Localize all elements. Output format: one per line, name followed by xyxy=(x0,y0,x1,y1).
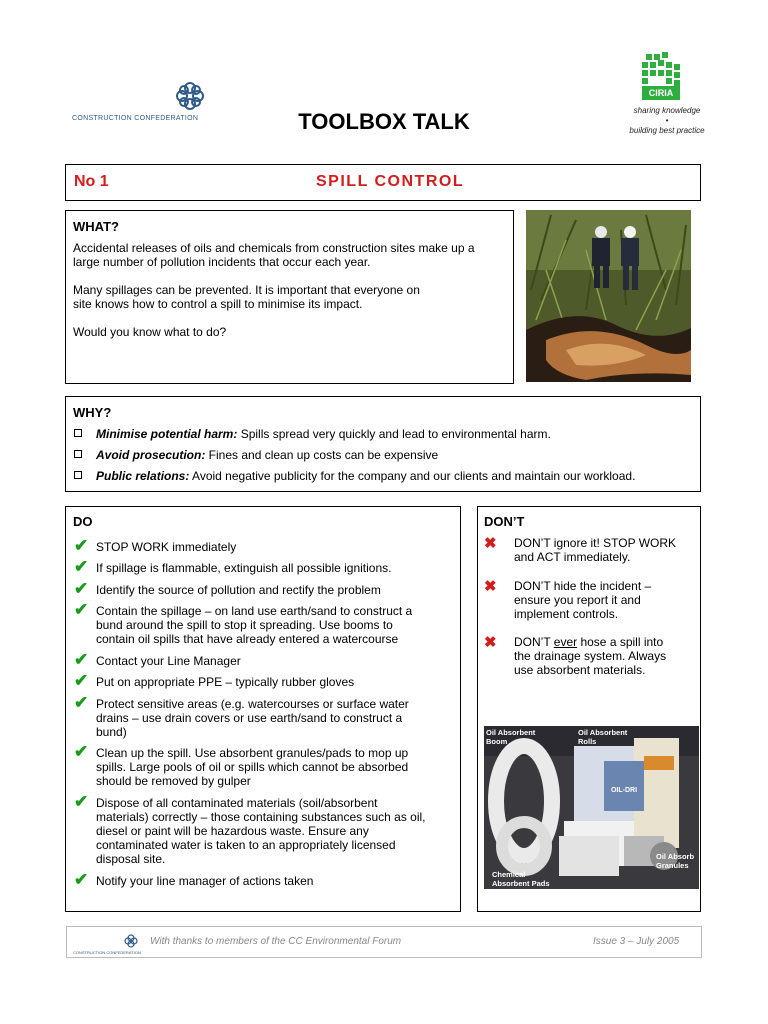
checkmark-icon: ✔ xyxy=(74,792,89,811)
checkmark-icon: ✔ xyxy=(74,536,89,555)
do-item-line: contaminated water is taken to an appropriately licensed xyxy=(96,838,396,852)
label-oil-absorbent-boom xyxy=(486,728,535,746)
checkmark-icon: ✔ xyxy=(74,870,89,889)
what-paragraph-3: Would you know what to do? xyxy=(73,325,227,339)
ciria-tagline-line-2: building best practice xyxy=(629,126,705,135)
dont-item-line: DON’T ignore it! STOP WORK xyxy=(514,536,677,550)
what-para2-line1: Many spillages can be prevented. It is important that everyone on xyxy=(73,283,420,297)
do-item-line: diesel or paint will be hazardous waste. Ensure any xyxy=(96,824,369,838)
what-paragraph-1 xyxy=(73,241,475,269)
do-item-line: materials) correctly – those containing substances such as oil, xyxy=(96,810,426,824)
dont-item-emphasis: ever xyxy=(553,635,578,649)
do-item-line: STOP WORK immediately xyxy=(96,540,237,554)
do-item-line: Identify the source of pollution and rectify the problem xyxy=(96,583,381,597)
cross-icon: ✖ xyxy=(484,535,497,552)
footer-thanks: With thanks to members of the CC Environmental Forum xyxy=(150,936,402,947)
dont-item-line: ensure you report it and xyxy=(514,593,641,607)
do-item-line: contain oil spills that have already entered a watercourse xyxy=(96,632,399,646)
ciria-tagline xyxy=(612,106,722,136)
why-item-label: Public relations: xyxy=(96,469,190,483)
do-item-line: Contact your Line Manager xyxy=(96,654,241,668)
why-item-public-relations xyxy=(74,469,635,483)
ciria-tagline-line-1: sharing knowledge xyxy=(633,106,701,115)
checkmark-icon: ✔ xyxy=(74,557,89,576)
label-chemical-absorbent-pads xyxy=(492,870,550,888)
why-item-label: Avoid prosecution: xyxy=(96,448,206,462)
why-item-text: Avoid negative publicity for the company and our clients and maintain our workload. xyxy=(189,469,636,483)
ciria-logo-text: CIRIA xyxy=(648,88,674,98)
dont-heading: DON’T xyxy=(484,514,525,529)
checkmark-icon: ✔ xyxy=(74,693,89,712)
label-oil-absorbent-rolls xyxy=(578,728,627,746)
why-item-text: Fines and clean up costs can be expensive xyxy=(205,448,439,462)
talk-number: No 1 xyxy=(74,173,109,190)
do-item-line: If spillage is flammable, extinguish all possible ignitions. xyxy=(96,561,392,575)
talk-topic: SPILL CONTROL xyxy=(316,173,465,190)
footer-issue: Issue 3 – July 2005 xyxy=(593,936,680,947)
spill-site-photo xyxy=(526,210,691,382)
ciria-tagline-dot: • xyxy=(665,116,669,125)
label-line: Granules xyxy=(656,861,689,870)
what-para1-line1: Accidental releases of oils and chemicals from construction sites make up a xyxy=(73,241,475,255)
why-item-avoid-prosecution xyxy=(74,448,438,462)
label-line: Oil Absorbent xyxy=(486,728,536,737)
what-para1-line2: large number of pollution incidents that occur each year. xyxy=(73,255,371,269)
absorbent-products-photo xyxy=(484,726,699,889)
oil-dri-bag-text: OIL-DRI xyxy=(610,787,638,794)
page-title: TOOLBOX TALK xyxy=(298,109,470,134)
do-item-line: Protect sensitive areas (e.g. watercourses or surface water xyxy=(96,697,409,711)
do-item-line: should be removed by gulper xyxy=(96,774,251,788)
checkmark-icon: ✔ xyxy=(74,742,89,761)
why-item-minimise-harm xyxy=(74,427,551,441)
bullet-icon xyxy=(74,450,82,458)
dont-item-line: and ACT immediately. xyxy=(514,550,631,564)
checkmark-icon: ✔ xyxy=(74,579,89,598)
checkmark-icon: ✔ xyxy=(74,650,89,669)
what-paragraph-2 xyxy=(73,283,420,311)
do-item-line: spills. Large pools of oil or spills which cannot be absorbed xyxy=(96,760,409,774)
do-item-line: disposal site. xyxy=(96,852,166,866)
dont-item-line: the drainage system. Always xyxy=(514,649,667,663)
do-item-line: Clean up the spill. Use absorbent granules/pads to mop up xyxy=(96,746,409,760)
why-item-label: Minimise potential harm: xyxy=(96,427,238,441)
checkmark-icon: ✔ xyxy=(74,600,89,619)
do-heading: DO xyxy=(73,514,93,529)
bullet-icon xyxy=(74,429,82,437)
label-line: Oil Absorbent xyxy=(578,728,628,737)
footer-cc-logo xyxy=(73,933,143,957)
dont-item-text: DON’T xyxy=(514,635,554,649)
why-heading: WHY? xyxy=(73,405,112,420)
do-item-line: Put on appropriate PPE – typically rubber gloves xyxy=(96,675,355,689)
label-line: Rolls xyxy=(578,737,597,746)
cc-logo-text: CONSTRUCTION CONFEDERATION xyxy=(72,115,199,122)
do-item-line: drains – use drain covers or use earth/sand to construct a xyxy=(96,711,403,725)
do-item-line: bund around the spill to stop it spreading. Use booms to xyxy=(96,618,393,632)
checkmark-icon: ✔ xyxy=(74,671,89,690)
dont-item-line xyxy=(514,635,694,649)
label-oil-absorbent-granules xyxy=(656,852,694,870)
label-line: Absorbent Pads xyxy=(492,879,550,888)
do-item-line: bund) xyxy=(96,725,127,739)
why-item-text: Spills spread very quickly and lead to environmental harm. xyxy=(237,427,551,441)
dont-item-text: hose a spill into xyxy=(577,635,664,649)
do-item-line: Dispose of all contaminated materials (soil/absorbent xyxy=(96,796,378,810)
dont-item-line: DON’T hide the incident – xyxy=(514,579,652,593)
dont-item-line: use absorbent materials. xyxy=(514,663,646,677)
do-item-line: Notify your line manager of actions taken xyxy=(96,874,314,888)
what-heading: WHAT? xyxy=(73,219,119,234)
label-line: Boom xyxy=(486,737,508,746)
cross-icon: ✖ xyxy=(484,634,497,651)
dont-item-line: implement controls. xyxy=(514,607,619,621)
label-line: Chemical xyxy=(492,870,526,879)
what-para2-line2: site knows how to control a spill to minimise its impact. xyxy=(73,297,363,311)
footer-logo-text: CONSTRUCTION CONFEDERATION xyxy=(73,950,141,955)
cross-icon: ✖ xyxy=(484,578,497,595)
do-item-line: Contain the spillage – on land use earth/sand to construct a xyxy=(96,604,413,618)
label-line: Oil Absorb xyxy=(656,852,695,861)
bullet-icon xyxy=(74,471,82,479)
